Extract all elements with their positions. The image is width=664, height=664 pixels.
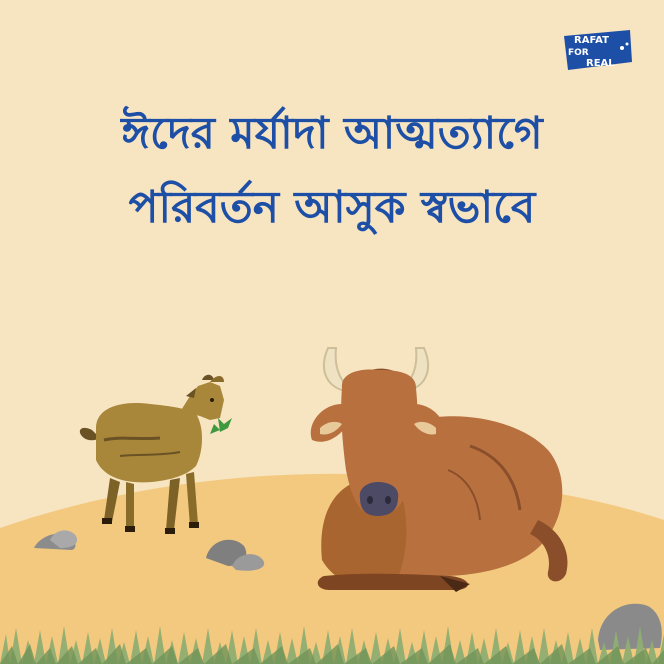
- logo-text-top: RAFAT: [574, 35, 609, 46]
- headline-line-2: পরিবর্তন আসুক স্বভাবে: [128, 182, 536, 233]
- headline-line-1: ঈদের মর্যাদা আত্মত্যাগে: [121, 108, 543, 159]
- logo-text-bottom: REAL: [586, 58, 615, 69]
- logo-text-middle: FOR: [568, 48, 589, 58]
- rafat-for-real-logo: [560, 28, 636, 72]
